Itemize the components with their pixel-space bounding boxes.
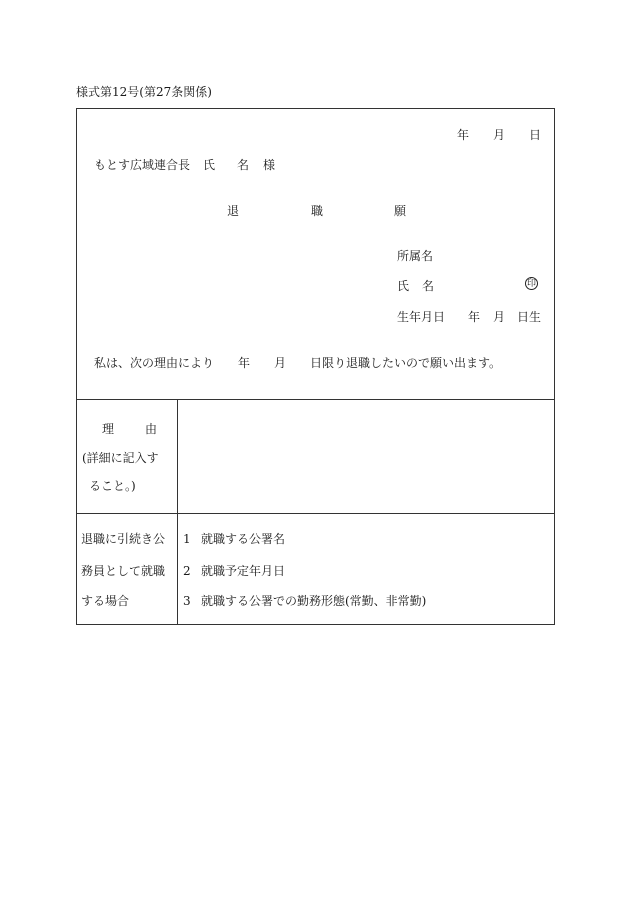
reason-label-char-2: 由 [145, 422, 158, 436]
dob-label: 生年月日 [397, 310, 446, 324]
service-item-3-text: 就職する公署での勤務形態(常勤、非常勤) [201, 594, 427, 608]
applicant-name-na: 名 [422, 279, 435, 293]
applicant-name-ji: 氏 [397, 279, 410, 293]
statement-rest: 日限り退職したいので願い出ます。 [310, 356, 502, 370]
dob-day-label: 日生 [517, 310, 542, 324]
reason-note-line-2: ること。) [89, 479, 136, 493]
title-char-2: 職 [311, 204, 324, 218]
dob-year-label: 年 [468, 310, 481, 324]
service-item-3-number: 3 [183, 594, 191, 608]
reason-entry-area[interactable] [178, 400, 554, 512]
reason-label-char-1: 理 [102, 422, 115, 436]
seal-mark: 印 [526, 279, 536, 289]
title-char-1: 退 [227, 204, 240, 218]
statement-month: 月 [274, 356, 287, 370]
service-label-line-3: する場合 [81, 594, 130, 608]
service-item-1-text: 就職する公署名 [201, 532, 286, 546]
service-item-1-number: 1 [183, 532, 191, 546]
date-month-label: 月 [493, 128, 506, 142]
resignation-form [76, 108, 555, 625]
office-label: 所属名 [397, 249, 434, 263]
statement-year: 年 [238, 356, 251, 370]
addressee-honorific: 様 [263, 158, 276, 172]
dob-month-label: 月 [493, 310, 506, 324]
addressee-org: もとす広域連合長 [94, 158, 191, 172]
divider-service-top [77, 513, 554, 514]
title-char-3: 願 [394, 204, 407, 218]
addressee-na: 名 [237, 158, 250, 172]
reason-note-line-1: (詳細に記入す [82, 451, 159, 465]
date-day-label: 日 [529, 128, 542, 142]
service-label-line-1: 退職に引続き公 [81, 532, 166, 546]
addressee-ji: 氏 [203, 158, 216, 172]
date-year-label: 年 [457, 128, 470, 142]
service-item-2-number: 2 [183, 564, 191, 578]
form-reference: 様式第12号(第27条関係) [76, 85, 212, 99]
service-label-line-2: 務員として就職 [81, 564, 166, 578]
statement-intro: 私は、次の理由により [94, 356, 215, 370]
service-item-2-text: 就職予定年月日 [201, 564, 286, 578]
